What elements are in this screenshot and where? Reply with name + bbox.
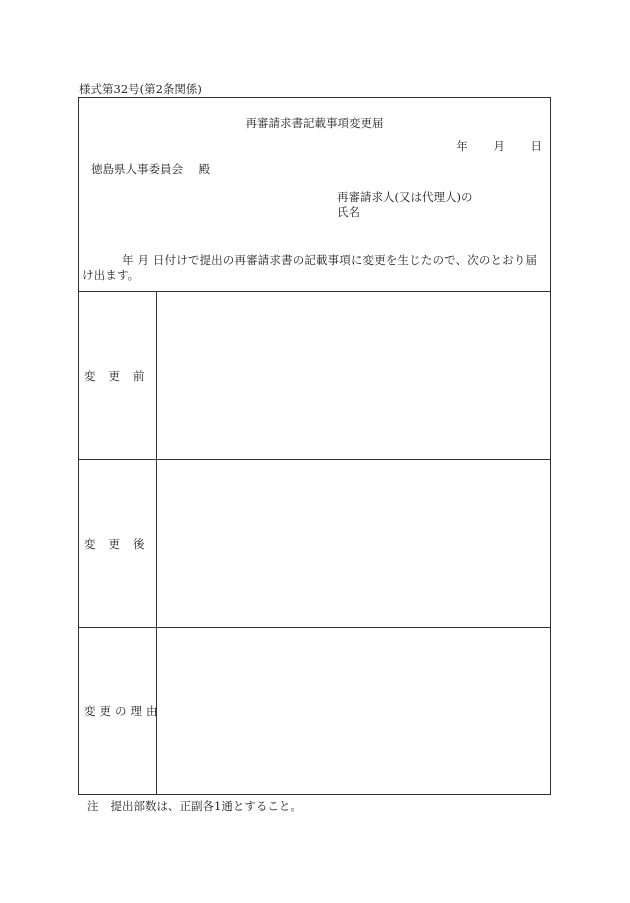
body-text: 年 月 日付けで提出の再審請求書の記載事項に変更を生じたので、次のとおり届け出ます。 — [82, 253, 538, 282]
change-reason-label: 変更の理由 — [79, 628, 157, 794]
form-number: 様式第32号(第2条関係) — [79, 82, 202, 96]
after-change-field[interactable] — [158, 460, 550, 627]
footnote — [87, 798, 302, 814]
note-text: 提出部数は、正副各1通とすること。 — [110, 799, 302, 813]
note-mark: 注 — [87, 799, 99, 813]
before-change-field[interactable] — [158, 292, 550, 459]
addressee: 徳島県人事委員会 殿 — [91, 162, 211, 176]
applicant-name-label: 氏名 — [337, 205, 360, 219]
applicant-block — [337, 190, 472, 220]
date-line: 年 月 日 — [456, 139, 542, 153]
form-header — [79, 98, 550, 291]
after-change-label: 変更後 — [79, 460, 157, 627]
document-title: 再審請求書記載事項変更届 — [245, 116, 384, 130]
before-change-label: 変更前 — [79, 292, 157, 459]
applicant-label: 再審請求人(又は代理人)の — [337, 190, 473, 204]
section-after-change — [79, 459, 550, 627]
form-frame — [78, 97, 551, 795]
section-before-change — [79, 291, 550, 459]
section-change-reason — [79, 627, 550, 794]
change-reason-field[interactable] — [158, 628, 550, 794]
